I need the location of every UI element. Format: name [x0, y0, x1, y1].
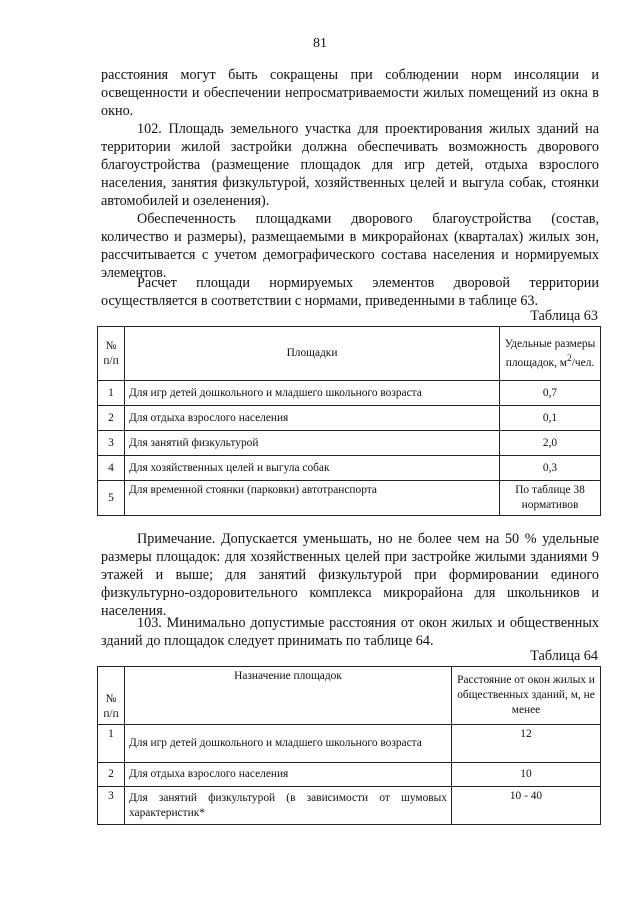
paragraph-calculation: Расчет площади нормируемых элементов дворовой территории осуществляется в соответствии с нормами, приведенными в таблице 63.: [101, 275, 599, 309]
row-num: 2: [98, 763, 125, 787]
row-num: 3: [98, 787, 125, 825]
header-num: № п/п: [98, 327, 125, 381]
table-header-row: [98, 667, 601, 725]
row-num: 1: [98, 381, 125, 406]
table-row: [98, 787, 601, 825]
row-name: Для отдыха взрослого населения: [125, 763, 452, 787]
row-value: 0,3: [500, 456, 601, 481]
table-row: [98, 481, 601, 516]
row-name: Для занятий физкультурой (в зависимости от шумовых характеристик*: [125, 787, 452, 825]
header-num: № п/п: [98, 667, 125, 725]
table-64-caption: Таблица 64: [530, 648, 598, 664]
header-name: Площадки: [125, 327, 500, 381]
table-row: [98, 456, 601, 481]
header-name: Назначение площадок: [125, 667, 452, 725]
row-num: 4: [98, 456, 125, 481]
row-name: Для временной стоянки (парковки) автотранспорта: [125, 481, 500, 516]
row-value: 12: [452, 725, 601, 763]
row-num: 2: [98, 406, 125, 431]
table-header-row: [98, 327, 601, 381]
header-value: Удельные размеры площадок, $м^2$/чел.: [500, 327, 601, 381]
paragraph-note: Примечание. Допускается уменьшать, но не более чем на 50 % удельные размеры площадок: для хозяйственных целей при застройке жилыми зданиями 9 этажей и выше; для занятий физкультурой при формировании единого физкультурно-оздоровительного комплекса микрорайона для школьников и населения.: [101, 531, 599, 619]
paragraph-continuation: расстояния могут быть сокращены при соблюдении норм инсоляции и освещенности и обеспечении непросматриваемости жилых помещений из окна в окно.: [101, 67, 599, 119]
row-value: 0,1: [500, 406, 601, 431]
row-value: 10 - 40: [452, 787, 601, 825]
row-value: 2,0: [500, 431, 601, 456]
row-name: Для игр детей дошкольного и младшего школьного возраста: [125, 381, 500, 406]
row-name: Для игр детей дошкольного и младшего школьного возраста: [125, 725, 452, 763]
paragraph-103: 103. Минимально допустимые расстояния от окон жилых и общественных зданий до площадок следует принимать по таблице 64.: [101, 615, 599, 649]
table-row: [98, 381, 601, 406]
table-64: [97, 666, 601, 825]
table-row: [98, 725, 601, 763]
table-row: [98, 406, 601, 431]
row-num: 1: [98, 725, 125, 763]
row-num: 3: [98, 431, 125, 456]
row-value: 0,7: [500, 381, 601, 406]
table-63-caption: Таблица 63: [530, 308, 598, 324]
paragraph-102: 102. Площадь земельного участка для проектирования жилых зданий на территории жилой застройки должна обеспечивать возможность дворового благоустройства (размещение площадок для игр детей, отдыха взрослого населения, занятия физкультурой, хозяйственных целей и выгула собак, стоянки автомобилей и озеленения).: [101, 121, 599, 209]
row-value: 10: [452, 763, 601, 787]
table-63: [97, 326, 601, 516]
row-num: 5: [98, 481, 125, 516]
paragraph-provision: Обеспеченность площадками дворового благоустройства (состав, количество и размеры), размещаемыми в микрорайонах (кварталах) жилых зон, рассчитывается с учетом демографического состава населения и нормируемых элементов.: [101, 211, 599, 281]
header-value: Расстояние от окон жилых и общественных зданий, м, не менее: [452, 667, 601, 725]
row-name: Для занятий физкультурой: [125, 431, 500, 456]
table-row: [98, 431, 601, 456]
page-number: 81: [313, 36, 327, 51]
row-name: Для хозяйственных целей и выгула собак: [125, 456, 500, 481]
row-value: По таблице 38 нормативов: [500, 481, 601, 516]
row-name: Для отдыха взрослого населения: [125, 406, 500, 431]
table-row: [98, 763, 601, 787]
